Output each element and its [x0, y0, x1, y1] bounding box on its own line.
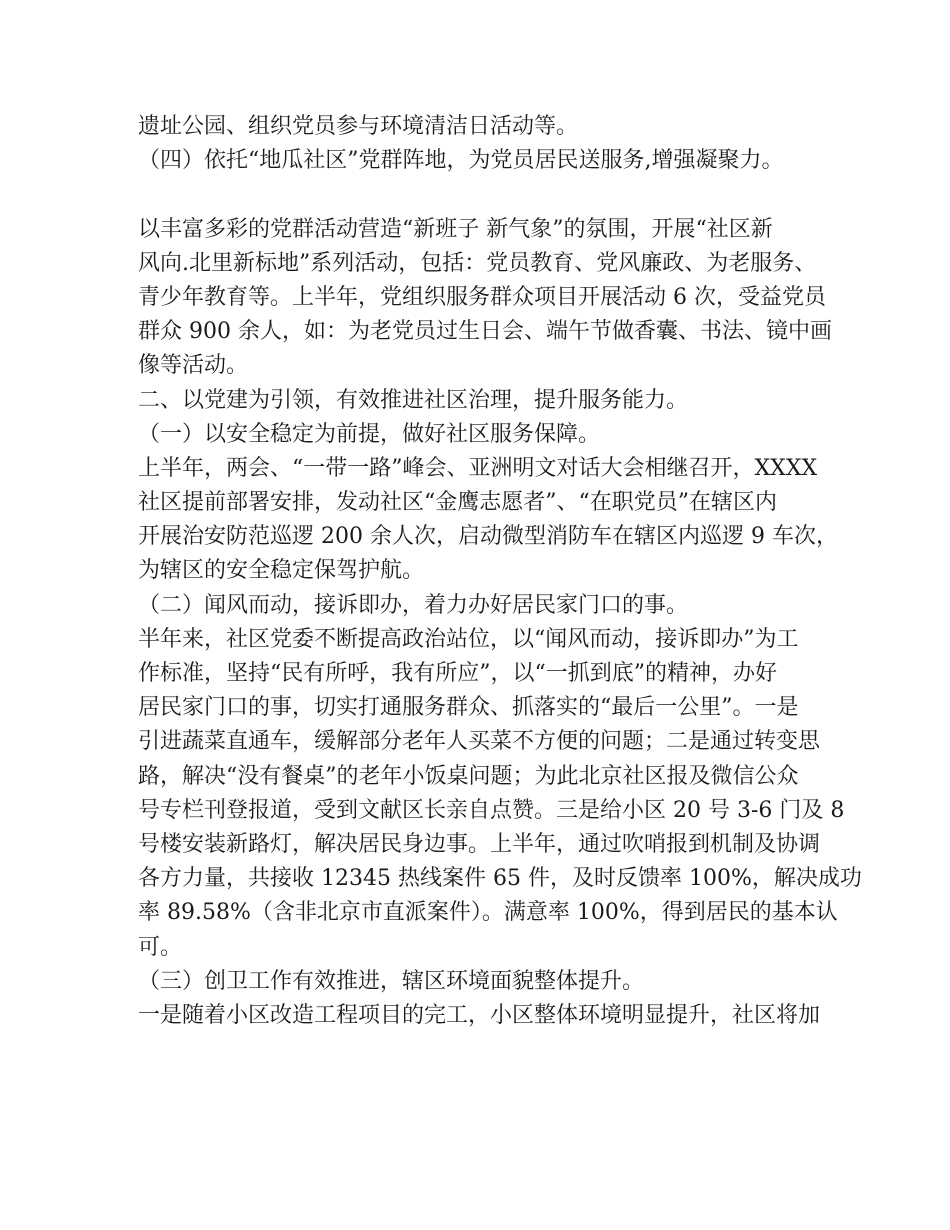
blank-line [138, 178, 828, 212]
text-line: 各方力量，共接收 12345 热线案件 65 件，及时反馈率 100%，解决成功 [138, 866, 862, 892]
section-heading: （二）闻风而动，接诉即办，着力办好居民家门口的事。 [138, 592, 689, 618]
text-line: 社区提前部署安排，发动社区“金鹰志愿者”、“在职党员”在辖区内 [138, 490, 777, 516]
text-line: 居民家门口的事，切实打通服务群众、抓落实的“最后一公里”。一是 [138, 695, 799, 721]
text-line: 一是随着小区改造工程项目的完工，小区整体环境明显提升，社区将加 [138, 1002, 821, 1028]
text-line: 半年来，社区党委不断提高政治站位，以“闻风而动，接诉即办”为工 [138, 626, 799, 652]
text-line: 以丰富多彩的党群活动营造“新班子 新气象”的氛围，开展“社区新 [138, 216, 773, 242]
text-line: 像等活动。 [138, 353, 249, 379]
section-heading: （三）创卫工作有效推进，辖区环境面貌整体提升。 [138, 968, 645, 994]
text-line: 号楼安装新路灯，解决居民身边事。上半年，通过吹哨报到机制及协调 [138, 831, 821, 857]
text-line: 路，解决“没有餐桌”的老年小饭桌问题；为此北京社区报及微信公众 [138, 763, 799, 789]
text-line: 作标准，坚持“民有所呼，我有所应”，以“一抓到底”的精神，办好 [138, 661, 777, 686]
text-line: 可。 [138, 934, 183, 960]
section-heading: （四）依托“地瓜社区”党群阵地，为党员居民送服务,增强凝聚力。 [138, 148, 784, 174]
text-line: 遗址公园、组织党员参与环境清洁日活动等。 [138, 114, 579, 139]
text-line: 为辖区的安全稳定保驾护航。 [138, 558, 425, 584]
text-line: 开展治安防范巡逻 200 余人次，启动微型消防车在辖区内巡逻 9 车次， [138, 524, 838, 550]
document-body [138, 110, 862, 1033]
text-line: 群众 900 余人，如：为老党员过生日会、端午节做香囊、书法、镜中画 [138, 319, 832, 345]
text-line: 青少年教育等。上半年，党组织服务群众项目开展活动 6 次，受益党员 [138, 284, 826, 310]
text-line: 率 89.58%（含非北京市直派案件）。满意率 100%，得到居民的基本认 [138, 900, 838, 926]
text-line: 风向.北里新标地”系列活动，包括：党员教育、党风廉政、为老服务、 [138, 250, 817, 276]
section-heading: 二、以党建为引领，有效推进社区治理，提升服务能力。 [138, 387, 689, 413]
text-line: 上半年，两会、“一带一路”峰会、亚洲明文对话大会相继召开，XXXX [138, 455, 818, 481]
text-line: 号专栏刊登报道，受到文献区长亲自点赞。三是给小区 20 号 3-6 门及 8 [138, 797, 845, 823]
text-line: 引进蔬菜直通车，缓解部分老年人买菜不方便的问题；二是通过转变思 [138, 729, 821, 755]
section-heading: （一）以安全稳定为前提，做好社区服务保障。 [138, 421, 601, 447]
